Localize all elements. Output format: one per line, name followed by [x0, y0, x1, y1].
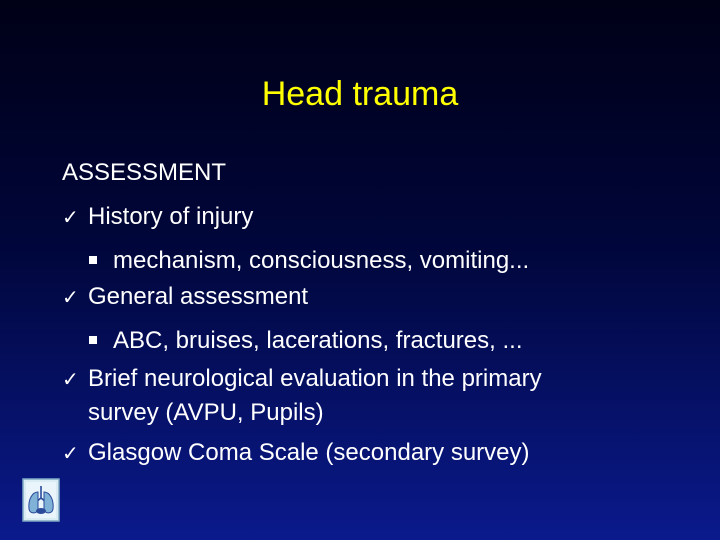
bullet-general-assessment: [62, 282, 308, 312]
checkmark-icon: ✓: [62, 285, 79, 309]
slide-title: Head trauma: [261, 75, 459, 113]
bullet-glasgow: [62, 438, 530, 468]
sub-bullet-abc-text: ABC, bruises, lacerations, fractures, ...: [113, 327, 523, 354]
assessment-heading: [62, 158, 226, 188]
checkmark-icon: ✓: [62, 205, 79, 229]
square-bullet-icon: [89, 256, 97, 264]
sub-bullet-abc: [89, 326, 523, 356]
bullet-neurological-continued: [88, 398, 324, 428]
checkmark-icon: ✓: [62, 367, 79, 391]
bullet-history-text: History of injury: [88, 203, 254, 230]
lungs-logo-icon: [22, 478, 60, 522]
sub-bullet-mechanism: [89, 246, 529, 276]
bullet-history: [62, 202, 253, 232]
sub-bullet-mechanism-text: mechanism, consciousness, vomiting...: [113, 247, 530, 274]
bullet-glasgow-text: Glasgow Coma Scale (secondary survey): [88, 439, 530, 466]
bullet-neurological-text-line2: survey (AVPU, Pupils): [88, 399, 324, 426]
assessment-heading-text: ASSESSMENT: [62, 159, 227, 186]
bullet-neurological: [62, 364, 542, 394]
bullet-general-assessment-text: General assessment: [88, 283, 309, 310]
bullet-neurological-text-line1: Brief neurological evaluation in the primary: [88, 365, 542, 392]
square-bullet-icon: [89, 336, 97, 344]
checkmark-icon: ✓: [62, 441, 79, 465]
